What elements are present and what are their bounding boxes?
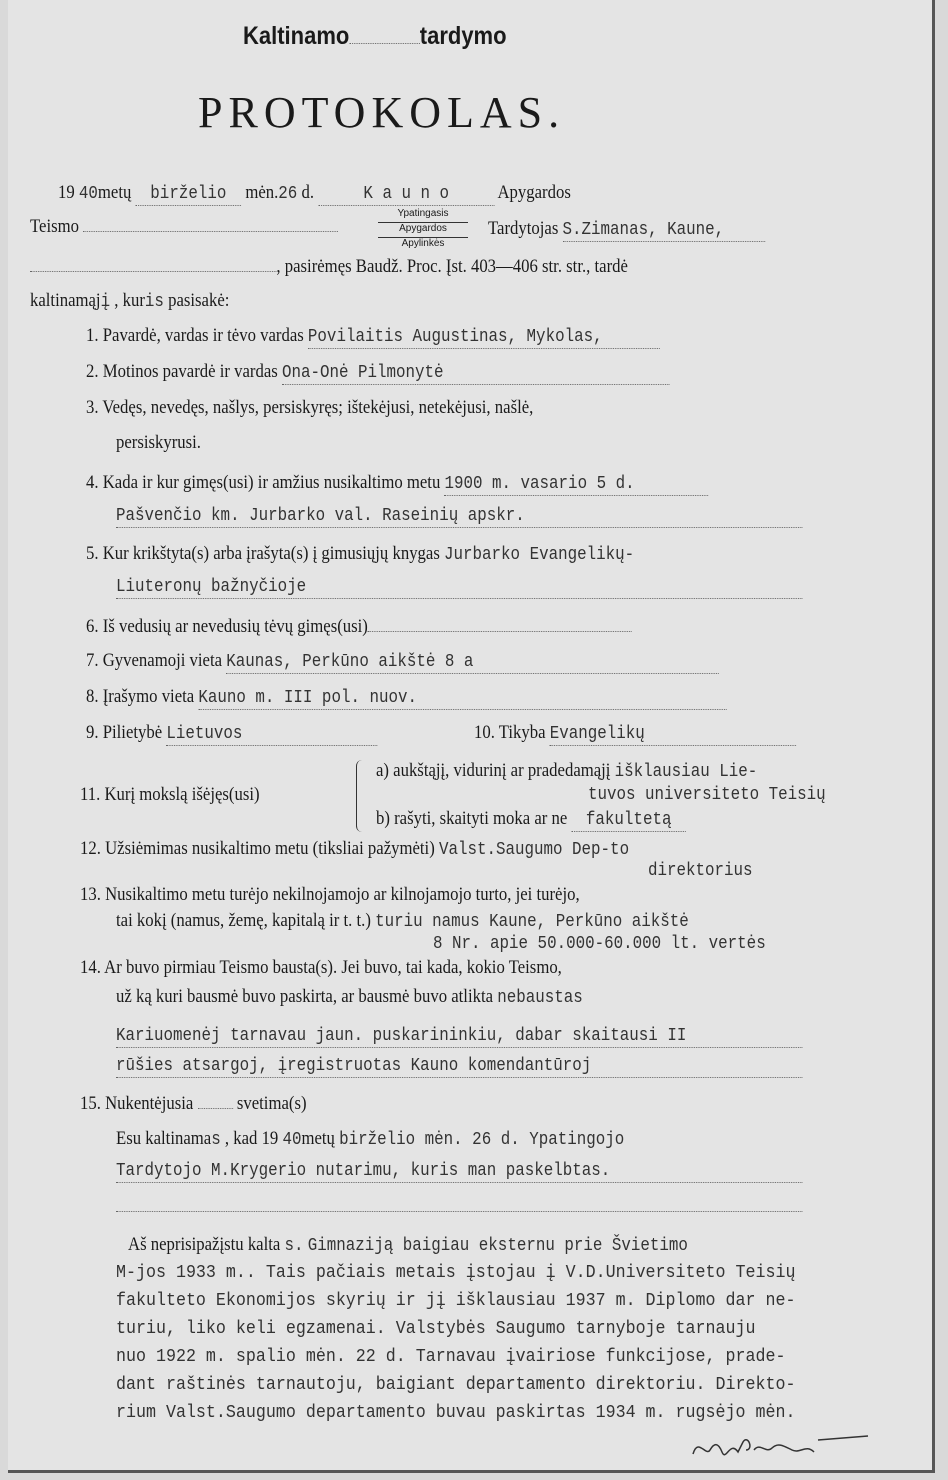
court-option-apygardos: Apygardos <box>378 222 468 235</box>
accused-line: kaltinamąjį , kuris pasisakė: <box>30 290 230 312</box>
item-12-cont: direktorius <box>648 861 753 881</box>
court-line: Teismo <box>30 216 338 238</box>
item-11: 11. Kurį mokslą išėjęs(usi) <box>80 784 260 805</box>
item-10: 10. Tikyba Evangelikų <box>474 722 796 746</box>
brace <box>356 760 365 832</box>
item-12: 12. Užsiėmimas nusikaltimo metu (tiksliai pažymėti) Valst.Saugumo Dep-to <box>80 838 630 860</box>
date-line: 19 40metų birželio mėn.26 d. K a u n o Apygardos <box>58 182 571 204</box>
item-14: 14. Ar buvo pirmiau Teismo bausta(s). Jei buvo, tai kada, kokio Teismo, <box>80 957 562 978</box>
item-13-value2: 8 Nr. apie 50.000-60.000 lt. vertės <box>433 934 766 954</box>
heading-fill <box>349 43 419 44</box>
page-title: PROTOKOLAS. <box>198 88 566 137</box>
statement-line: dant raštinės tarnautoju, baigiant departamento direktoriu. Direkto- <box>116 1374 796 1395</box>
statement-line: rium Valst.Saugumo departamento buvau paskirtas 1934 m. rugsėjo mėn. <box>116 1402 796 1423</box>
item-4: 4. Kada ir kur gimęs(usi) ir amžius nusikaltimo metu 1900 m. vasario 5 d. <box>86 472 708 496</box>
protocol-page <box>8 0 935 1473</box>
item-14-value2: Kariuomenėj tarnavau jaun. puskarininkiu, dabar skaitausi II <box>116 1024 802 1048</box>
statement-start: Aš neprisipažįstu kalta s. Gimnaziją baigiau eksternu prie Švietimo <box>128 1234 688 1256</box>
item-9: 9. Pilietybė Lietuvos <box>86 722 378 746</box>
item-11b: b) rašyti, skaityti moka ar ne fakultetą <box>376 808 686 832</box>
charge-line-2: Tardytojo M.Krygerio nutarimu, kuris man paskelbtas. <box>116 1159 802 1183</box>
court-option-ypatingasis: Ypatingasis <box>397 208 449 219</box>
item-8: 8. Įrašymo vieta Kauno m. III pol. nuov. <box>86 686 726 710</box>
item-6: 6. Iš vedusių ar nevedusių tėvų gimęs(usi) <box>86 616 632 638</box>
heading-left: Kaltinamo <box>243 22 350 50</box>
item-11a-cont: tuvos universiteto Teisių <box>588 785 826 805</box>
item-5-cont: Liuteronų bažnyčioje <box>116 575 802 599</box>
court-option-apylinkes: Apylinkės <box>378 237 468 250</box>
blank-line <box>116 1196 802 1218</box>
form-heading <box>243 22 507 50</box>
item-14-cont: už ką kuri bausmė buvo paskirta, ar bausmė buvo atlikta nebaustas <box>116 986 583 1008</box>
item-13-cont: tai kokį (namus, žemę, kapitalą ir t. t.) turiu namus Kaune, Perkūno aikštė <box>116 910 689 932</box>
item-11a-cont2: fakultetą <box>571 809 685 832</box>
item-7: 7. Gyvenamoji vieta Kaunas, Perkūno aikštė 8 a <box>86 650 719 674</box>
statement-line: nuo 1922 m. spalio mėn. 22 d. Tarnavau įvairiose funkcijose, prade- <box>116 1346 786 1367</box>
basis-line: , pasirėmęs Baudž. Proc. Įst. 403—406 str. str., tardė <box>30 256 628 278</box>
item-5: 5. Kur krikštyta(s) arba įrašyta(s) į gimusiųjų knygas Jurbarko Evangelikų- <box>86 543 635 565</box>
item-4-cont: Pašvenčio km. Jurbarko val. Raseinių apskr. <box>116 504 802 528</box>
item-3: 3. Vedęs, nevedęs, našlys, persiskyręs; ištekėjusi, netekėjusi, našlė, <box>86 397 534 418</box>
statement-line: turiu, liko keli egzamenai. Valstybės Saugumo tarnyboje tarnauju <box>116 1318 756 1339</box>
item-1: 1. Pavardė, vardas ir tėvo vardas Povilaitis Augustinas, Mykolas, <box>86 325 660 349</box>
signature <box>688 1432 888 1462</box>
statement-line: fakulteto Ekonomijos skyrių ir jį išklausiau 1937 m. Diplomo dar ne- <box>116 1290 796 1311</box>
item-3-cont: persiskyrusi. <box>116 432 201 453</box>
investigator-line: Tardytojas S.Zimanas, Kaune, <box>488 218 765 242</box>
item-14-value3: rūšies atsargoj, įregistruotas Kauno komendantūroj <box>116 1054 802 1078</box>
item-11a: a) aukštąjį, vidurinį ar pradedamąjį išklausiau Lie- <box>376 760 758 782</box>
statement-line: M-jos 1933 m.. Tais pačiais metais įstojau į V.D.Universiteto Teisių <box>116 1262 796 1283</box>
item-2: 2. Motinos pavardė ir vardas Ona-Onė Pilmonytė <box>86 361 669 385</box>
item-15: 15. Nukentėjusia svetima(s) <box>80 1093 307 1114</box>
heading-right: tardymo <box>419 22 507 50</box>
charge-line: Esu kaltinamas , kad 19 40metų birželio mėn. 26 d. Ypatingojo <box>116 1128 625 1150</box>
item-13: 13. Nusikaltimo metu turėjo nekilnojamojo ar kilnojamojo turto, jei turėjo, <box>80 884 580 905</box>
